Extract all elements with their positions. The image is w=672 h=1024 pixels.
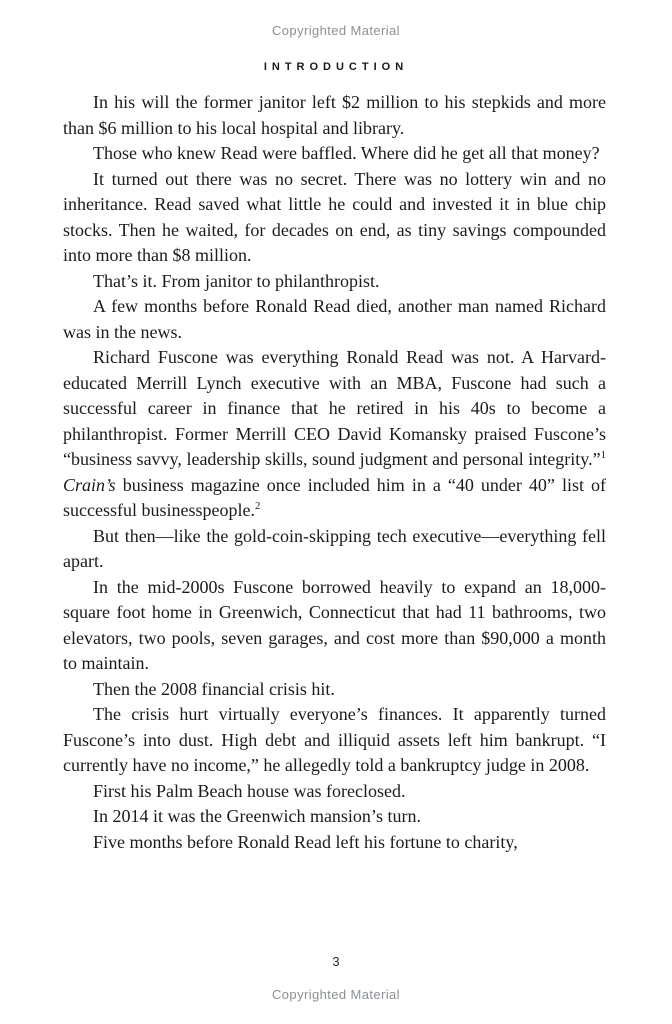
paragraph: It turned out there was no secret. There was no lottery win and no inheritance. Read saved what little he could and invested it in blue chip stocks. Then he waited, for decades on end, as tiny savings compounded into more than $8 million.	[63, 168, 606, 265]
copyright-notice-bottom: Copyrighted Material	[272, 987, 400, 1002]
paragraph: Five months before Ronald Read left his fortune to charity,	[93, 831, 518, 852]
section-heading: INTRODUCTION	[263, 61, 409, 73]
paragraph: A few months before Ronald Read died, another man named Richard was in the news.	[63, 296, 606, 342]
paragraph: Richard Fuscone was everything Ronald Read was not. A Harvard-educated Merrill Lynch executive with an MBA, Fuscone had such a successful career in finance that he retired in his 40s to become a philanthropist. Former Merrill CEO David Komansky praised Fuscone’s “business savvy, leadership skills, sound judgment and personal integrity.”$^1$ Crain’s business magazine once included him in a “40 under 40” list of successful businesspeople.$^2$	[63, 347, 606, 520]
paragraph: But then—like the gold-coin-skipping tech executive—everything fell apart.	[63, 525, 606, 571]
page-number: 3	[332, 954, 340, 969]
paragraph: In the mid-2000s Fuscone borrowed heavily to expand an 18,000-square foot home in Greenwich, Connecticut that had 11 bathrooms, two elevators, two pools, seven garages, and cost more than $90,000 a month to maintain.	[63, 576, 606, 673]
paragraph: The crisis hurt virtually everyone’s finances. It apparently turned Fuscone’s into dust. High debt and illiquid assets left him bankrupt. “I currently have no income,” he allegedly told a bankruptcy judge in 2008.	[63, 704, 606, 775]
paragraph: Those who knew Read were baffled. Where did he get all that money?	[93, 143, 600, 163]
paragraph: Then the 2008 financial crisis hit.	[93, 678, 335, 699]
paragraph: First his Palm Beach house was foreclosed.	[93, 780, 406, 801]
body-text	[63, 90, 606, 855]
copyright-notice-top: Copyrighted Material	[272, 23, 400, 38]
paragraph: In 2014 it was the Greenwich mansion’s turn.	[93, 806, 421, 826]
paragraph: In his will the former janitor left $2 million to his stepkids and more than $6 million to his local hospital and library.	[63, 92, 606, 138]
paragraph: That’s it. From janitor to philanthropist.	[93, 270, 380, 291]
